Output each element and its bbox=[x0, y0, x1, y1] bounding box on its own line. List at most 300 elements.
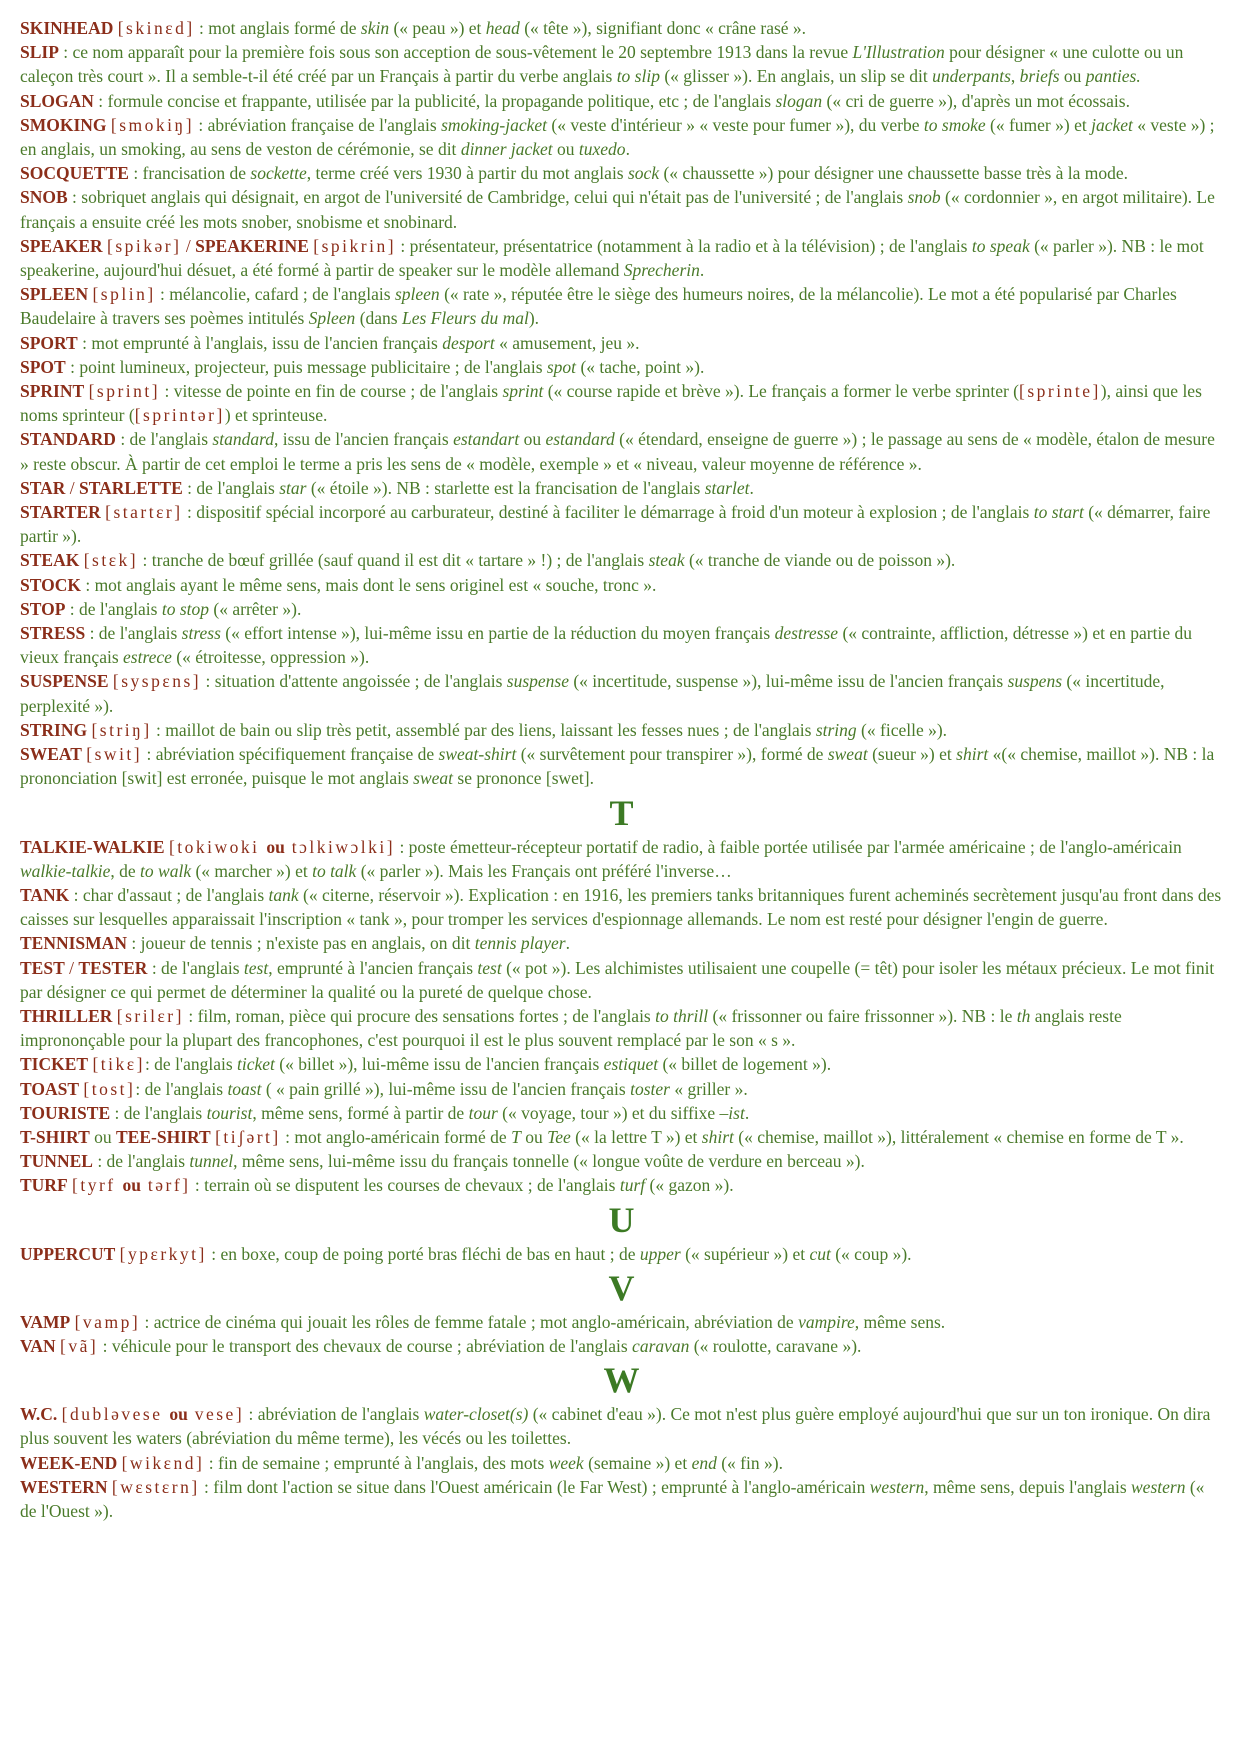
definition-text: , de bbox=[110, 860, 141, 881]
definition-text: « veste ») ; en anglais, un smoking, au sens de veston de cérémonie, se dit bbox=[20, 114, 1215, 160]
definition-text: (« arrêter »). bbox=[209, 598, 302, 619]
phonetic: vese] bbox=[187, 1404, 245, 1425]
section-letter-heading: T bbox=[609, 792, 634, 833]
phonetic-or: ou bbox=[122, 1175, 141, 1196]
glossary-entry bbox=[20, 597, 1223, 621]
headword: TOAST bbox=[20, 1078, 80, 1099]
definition-text: (« cordonnier », en argot militaire). Le français a ensuite créé les mots snober, snobisme et snobinard. bbox=[20, 187, 1215, 232]
glossary-entry bbox=[20, 931, 1223, 955]
definition-text: (« étroitesse, oppression »). bbox=[171, 647, 370, 668]
definition-text: : point lumineux, projecteur, puis message publicitaire ; de l'anglais bbox=[65, 356, 547, 377]
glossary-entry bbox=[20, 476, 1223, 500]
definition-text: , même sens, formé à partir de bbox=[252, 1102, 469, 1123]
glossary-entry bbox=[20, 379, 1223, 427]
phonetic: [tikɛ] bbox=[92, 1054, 145, 1075]
phonetic: [tost] bbox=[83, 1078, 136, 1099]
glossary-entry bbox=[20, 1334, 1223, 1358]
definition-text: (sueur ») et bbox=[867, 744, 957, 765]
italic-term: vampire bbox=[798, 1311, 855, 1332]
phonetic: [sprinte] bbox=[1019, 381, 1101, 402]
headword: SNOB bbox=[20, 187, 68, 208]
definition-text: ou bbox=[552, 139, 579, 160]
definition-text: « amusement, jeu ». bbox=[494, 332, 640, 353]
glossary-entry bbox=[20, 883, 1223, 931]
italic-term: estandard bbox=[545, 429, 615, 450]
glossary-entry bbox=[20, 1125, 1223, 1149]
italic-term: upper bbox=[639, 1243, 681, 1264]
headword: VAMP bbox=[20, 1311, 71, 1332]
phonetic: [sprint] bbox=[88, 381, 161, 402]
italic-term: week bbox=[548, 1452, 584, 1473]
italic-term: test bbox=[477, 957, 502, 978]
phonetic-or: ou bbox=[266, 836, 285, 857]
phonetic: [tyrf bbox=[72, 1175, 123, 1196]
italic-term: dinner jacket bbox=[460, 139, 553, 160]
definition-text: : maillot de bain ou slip très petit, assemblé par des liens, laissant les fesses nues ; de l'anglais bbox=[151, 719, 816, 740]
definition-text: : sobriquet anglais qui désignait, en argot de l'université de Cambridge, celui qui n'était pas de l'université ; de l'anglais bbox=[67, 187, 908, 208]
separator: / bbox=[181, 235, 196, 256]
headword: STARTER bbox=[20, 502, 101, 523]
phonetic: [skinɛd] bbox=[117, 18, 195, 38]
headword: SPRINT bbox=[20, 381, 85, 402]
italic-term: L'Illustration bbox=[852, 42, 945, 63]
phonetic: [srilɛr] bbox=[116, 1005, 184, 1026]
section-letter-heading: U bbox=[608, 1199, 635, 1240]
definition-text: : mot anglais formé de bbox=[194, 18, 361, 38]
glossary-entry bbox=[20, 1310, 1223, 1334]
definition-text: (« tranche de viande ou de poisson »). bbox=[684, 550, 956, 571]
definition-text: : terrain où se disputent les courses de chevaux ; de l'anglais bbox=[190, 1175, 620, 1196]
phonetic: [sprintər] bbox=[134, 405, 225, 426]
definition-text: : véhicule pour le transport des chevaux de course ; abréviation de l'anglais bbox=[98, 1335, 633, 1356]
italic-term: to smoke bbox=[923, 114, 986, 135]
phonetic: tərf] bbox=[140, 1175, 191, 1196]
glossary-entry bbox=[20, 835, 1223, 883]
headword: STARLETTE bbox=[79, 477, 183, 498]
phonetic: [vã] bbox=[60, 1335, 99, 1356]
definition-text: (« cri de guerre »), d'après un mot écossais. bbox=[822, 90, 1130, 111]
definition-text: (« survêtement pour transpirer »), formé de bbox=[516, 744, 828, 765]
definition-text: : abréviation spécifiquement française de bbox=[142, 744, 439, 765]
definition-text: : char d'assaut ; de l'anglais bbox=[69, 884, 269, 905]
italic-term: toast bbox=[227, 1078, 262, 1099]
italic-term: suspens bbox=[1007, 671, 1063, 692]
definition-text: (« glisser »). En anglais, un slip se dit bbox=[659, 66, 933, 87]
headword: TOURISTE bbox=[20, 1102, 111, 1123]
italic-term: spot bbox=[546, 356, 577, 377]
definition-text: , même sens, depuis l'anglais bbox=[924, 1476, 1131, 1497]
definition-text: : de l'anglais bbox=[92, 1151, 190, 1172]
italic-term: Spleen bbox=[308, 308, 356, 329]
italic-term: tuxedo bbox=[578, 139, 626, 160]
italic-term: string bbox=[815, 719, 857, 740]
italic-term: shirt bbox=[956, 744, 989, 765]
definition-text: (« coup »). bbox=[830, 1243, 912, 1264]
glossary-entry bbox=[20, 1101, 1223, 1125]
definition-text: : formule concise et frappante, utilisée par la publicité, la propagande politique, etc ; de l'anglais bbox=[93, 90, 776, 111]
headword: SWEAT bbox=[20, 744, 82, 765]
definition-text: . bbox=[625, 139, 630, 160]
definition-text: . bbox=[699, 260, 705, 281]
definition-text: (« supérieur ») et bbox=[680, 1243, 810, 1264]
definition-text: (« rate », réputée être le siège des humeurs noires, de la mélancolie). Le mot a été popularisé par Charles Baudelaire à travers ses poèmes intitulés bbox=[20, 284, 1177, 329]
definition-text: ) et sprinteuse. bbox=[224, 405, 328, 426]
headword: TALKIE-WALKIE bbox=[20, 836, 165, 857]
italic-term: end bbox=[691, 1452, 717, 1473]
italic-term: th bbox=[1016, 1005, 1031, 1026]
glossary-entry bbox=[20, 113, 1223, 161]
definition-text: (« voyage, tour ») et du siffixe bbox=[497, 1102, 720, 1123]
definition-text: , emprunté à l'ancien français bbox=[268, 957, 478, 978]
definition-text: : de l'anglais bbox=[65, 598, 162, 619]
italic-term: starlet bbox=[704, 477, 750, 498]
phonetic-or: ou bbox=[169, 1404, 188, 1425]
headword: STEAK bbox=[20, 550, 80, 571]
definition-text: ). bbox=[528, 308, 540, 329]
italic-term: turf bbox=[619, 1175, 646, 1196]
italic-term: to speak bbox=[971, 235, 1030, 256]
italic-term: to stop bbox=[161, 598, 210, 619]
glossary-entry bbox=[20, 1077, 1223, 1101]
definition-text: : de l'anglais bbox=[147, 957, 244, 978]
definition-text: (« effort intense »), lui-même issu en partie de la réduction du moyen français bbox=[220, 623, 775, 644]
italic-term: to start bbox=[1033, 502, 1084, 523]
italic-term: sweat bbox=[827, 744, 868, 765]
italic-term: panties. bbox=[1085, 66, 1141, 87]
definition-text: (« pot »). Les alchimistes utilisaient une coupelle (= têt) pour isoler les métaux précieux. Le mot finit par désigner ce qui permet de déterminer la qualité ou la pureté de quelque chose. bbox=[20, 957, 1215, 1002]
italic-term: slogan bbox=[775, 90, 823, 111]
definition-text: . bbox=[565, 933, 570, 954]
definition-text: : mélancolie, cafard ; de l'anglais bbox=[155, 284, 395, 305]
definition-text: : abréviation de l'anglais bbox=[244, 1404, 424, 1425]
phonetic: [spikər] bbox=[107, 235, 182, 256]
phonetic: [smokiŋ] bbox=[110, 114, 195, 135]
definition-text: : poste émetteur-récepteur portatif de radio, à faible portée utilisée par l'armée américaine ; de l'anglo-américain bbox=[395, 836, 1182, 857]
italic-term: caravan bbox=[632, 1335, 690, 1356]
definition-text: , terme créé vers 1930 à partir du mot anglais bbox=[306, 163, 628, 184]
italic-term: skin bbox=[360, 18, 390, 38]
headword: SPLEEN bbox=[20, 284, 89, 305]
italic-term: to walk bbox=[140, 860, 192, 881]
separator: / bbox=[64, 957, 79, 978]
glossary-entry bbox=[20, 573, 1223, 597]
phonetic: [dubləvese bbox=[61, 1404, 170, 1425]
headword: SKINHEAD bbox=[20, 18, 114, 38]
italic-term: tank bbox=[268, 884, 299, 905]
definition-text: (« tache, point »). bbox=[576, 356, 705, 377]
definition-text: , même sens. bbox=[854, 1311, 946, 1332]
definition-text: (« frissonner ou faire frissonner »). NB : le bbox=[708, 1005, 1017, 1026]
italic-term: Sprecherin bbox=[623, 260, 700, 281]
glossary-entry bbox=[20, 161, 1223, 185]
glossary-entry bbox=[20, 1149, 1223, 1173]
glossary-entry bbox=[20, 1004, 1223, 1052]
definition-text: : de l'anglais bbox=[110, 1102, 207, 1123]
italic-term: cut bbox=[809, 1243, 831, 1264]
definition-text: : situation d'attente angoissée ; de l'anglais bbox=[201, 671, 507, 692]
glossary-entry bbox=[20, 185, 1223, 233]
italic-term: tour bbox=[468, 1102, 498, 1123]
definition-text: « griller ». bbox=[669, 1078, 748, 1099]
headword: SPORT bbox=[20, 332, 78, 353]
italic-term: standard bbox=[212, 429, 274, 450]
definition-text: , bbox=[1010, 66, 1020, 87]
glossary-entry bbox=[20, 1052, 1223, 1076]
definition-text: ( « pain grillé »), lui-même issu de l'ancien français bbox=[261, 1078, 631, 1099]
headword: STAR bbox=[20, 477, 66, 498]
italic-term: Les Fleurs du mal bbox=[401, 308, 529, 329]
glossary-entry bbox=[20, 282, 1223, 330]
definition-text: : francisation de bbox=[128, 163, 251, 184]
definition-text: (« incertitude, suspense »), lui-même issu de l'ancien français bbox=[568, 671, 1008, 692]
definition-text: (« démarrer, faire partir »). bbox=[20, 502, 1211, 547]
headword: VAN bbox=[20, 1335, 56, 1356]
phonetic: [spikrin] bbox=[313, 235, 397, 256]
headword: TUNNEL bbox=[20, 1151, 93, 1172]
italic-term: sockette bbox=[250, 163, 307, 184]
definition-text: (« citerne, réservoir »). Explication : en 1916, les premiers tanks britanniques furent acheminés secrètement jusqu'au front dans des caisses sur lesquelles apparaissait l'inscription « tank », pour tromper les services d'espionnage allemands. Le nom est resté pour désigner l'engin de guerre. bbox=[20, 884, 1222, 930]
phonetic: [swit] bbox=[86, 744, 143, 765]
definition-text: «(« chemise, maillot »). NB : la prononciation [swit] est erronée, puisque le mot anglais bbox=[20, 744, 1215, 789]
definition-text: : de l'anglais bbox=[85, 623, 182, 644]
definition-text: : mot anglais ayant le même sens, mais dont le sens originel est « souche, tronc ». bbox=[80, 574, 657, 595]
glossary-entry bbox=[20, 234, 1223, 282]
italic-term: western bbox=[869, 1476, 925, 1497]
definition-text: (« billet de logement »). bbox=[658, 1054, 832, 1075]
italic-term: tourist bbox=[206, 1102, 253, 1123]
headword: TENNISMAN bbox=[20, 933, 127, 954]
glossary-entry bbox=[20, 956, 1223, 1004]
definition-text: pour désigner « une culotte ou un caleçon très court ». Il a semble-t-il été créé par un Français à partir du verbe anglais bbox=[20, 42, 1184, 87]
glossary-entry bbox=[20, 1451, 1223, 1475]
glossary-entry bbox=[20, 355, 1223, 379]
definition-text: : abréviation française de l'anglais bbox=[194, 114, 442, 135]
italic-term: briefs bbox=[1019, 66, 1060, 87]
definition-text: : mot emprunté à l'anglais, issu de l'ancien français bbox=[77, 332, 443, 353]
definition-text: (semaine ») et bbox=[583, 1452, 692, 1473]
phonetic: [syspɛns] bbox=[112, 671, 202, 692]
definition-text: (« ficelle »). bbox=[856, 719, 948, 740]
definition-text: ou bbox=[89, 1126, 116, 1147]
definition-text: : de l'anglais bbox=[144, 1054, 238, 1075]
definition-text: (« course rapide et brève »). Le français a former le verbe sprinter ( bbox=[543, 381, 1019, 402]
definition-text: (« la lettre T ») et bbox=[570, 1126, 702, 1147]
headword: TICKET bbox=[20, 1054, 89, 1075]
glossary-entry bbox=[20, 718, 1223, 742]
italic-term: spleen bbox=[394, 284, 440, 305]
definition-text: (« parler »). NB : le mot speakerine, aujourd'hui désuet, a été formé à partir de speaker sur le modèle allemand bbox=[20, 235, 1204, 281]
glossary-entry bbox=[20, 621, 1223, 669]
headword: SPEAKERINE bbox=[195, 235, 309, 256]
section-letter-heading: V bbox=[608, 1267, 635, 1308]
italic-term: stress bbox=[181, 623, 221, 644]
definition-text: (« étoile »). NB : starlette est la francisation de l'anglais bbox=[306, 477, 705, 498]
italic-term: tunnel bbox=[189, 1151, 234, 1172]
italic-term: shirt bbox=[701, 1126, 734, 1147]
headword: TURF bbox=[20, 1175, 68, 1196]
definition-text: , même sens, lui-même issu du français tonnelle (« longue voûte de verdure en berceau »). bbox=[233, 1151, 865, 1172]
definition-text: (« peau ») et bbox=[389, 18, 486, 38]
italic-term: head bbox=[485, 18, 520, 38]
definition-text: (« fumer ») et bbox=[985, 114, 1092, 135]
definition-text: (« roulotte, caravane »). bbox=[689, 1335, 862, 1356]
headword: SLOGAN bbox=[20, 90, 94, 111]
headword: WESTERN bbox=[20, 1476, 108, 1497]
phonetic: tɔlkiwɔlki] bbox=[284, 836, 396, 857]
separator: / bbox=[65, 477, 80, 498]
definition-text: : en boxe, coup de poing porté bras fléchi de bas en haut ; de bbox=[206, 1243, 640, 1264]
italic-term: to talk bbox=[312, 860, 357, 881]
definition-text: (« tête »), signifiant donc « crâne rasé ». bbox=[519, 18, 807, 38]
italic-term: smoking-jacket bbox=[441, 114, 548, 135]
definition-text: ou bbox=[1059, 66, 1086, 87]
glossary-entry bbox=[20, 331, 1223, 355]
italic-term: estiquet bbox=[603, 1054, 659, 1075]
definition-text: (« incertitude, perplexité »). bbox=[20, 671, 1165, 716]
phonetic: [wɛstɛrn] bbox=[111, 1476, 200, 1497]
definition-text: (« fin »). bbox=[716, 1452, 783, 1473]
italic-term: sock bbox=[628, 163, 660, 184]
phonetic: [wikɛnd] bbox=[121, 1452, 205, 1473]
definition-text: (« gazon »). bbox=[645, 1175, 734, 1196]
definition-text: : mot anglo-américain formé de bbox=[280, 1126, 512, 1147]
headword: TEE-SHIRT bbox=[116, 1126, 211, 1147]
definition-text: ou bbox=[520, 1126, 548, 1147]
definition-text: : actrice de cinéma qui jouait les rôles de femme fatale ; mot anglo-américain, abréviation de bbox=[140, 1311, 799, 1332]
glossary-entry bbox=[20, 89, 1223, 113]
italic-term: ticket bbox=[237, 1054, 275, 1075]
italic-term: –ist bbox=[719, 1102, 745, 1123]
glossary-entry bbox=[20, 40, 1223, 88]
definition-text: : film dont l'action se situe dans l'Ouest américain (le Far West) ; emprunté à l'anglo-américain bbox=[199, 1476, 870, 1497]
phonetic: [tokiwoki bbox=[168, 836, 267, 857]
italic-term: to thrill bbox=[655, 1005, 709, 1026]
glossary-entry bbox=[20, 669, 1223, 717]
headword: THRILLER bbox=[20, 1005, 113, 1026]
definition-text: (« veste d'intérieur » « veste pour fumer »), du verbe bbox=[547, 114, 924, 135]
italic-term: steak bbox=[648, 550, 685, 571]
definition-text: ), ainsi que les noms sprinteur ( bbox=[20, 381, 1202, 426]
definition-text: : vitesse de pointe en fin de course ; de l'anglais bbox=[160, 381, 503, 402]
glossary-entry bbox=[20, 427, 1223, 475]
definition-text: (« marcher ») et bbox=[191, 860, 313, 881]
italic-term: destresse bbox=[774, 623, 839, 644]
italic-term: sweat-shirt bbox=[438, 744, 517, 765]
definition-text: . bbox=[749, 477, 754, 498]
definition-text: : tranche de bœuf grillée (sauf quand il est dit « tartare » !) ; de l'anglais bbox=[138, 550, 649, 571]
definition-text: (« billet »), lui-même issu de l'ancien français bbox=[274, 1054, 604, 1075]
headword: T-SHIRT bbox=[20, 1126, 90, 1147]
italic-term: walkie-talkie bbox=[20, 860, 111, 881]
definition-text: : ce nom apparaît pour la première fois sous son acception de sous-vêtement le 20 septembre 1913 dans la revue bbox=[58, 42, 853, 63]
headword: SLIP bbox=[20, 42, 59, 63]
italic-term: star bbox=[279, 477, 307, 498]
italic-term: sweat bbox=[413, 768, 454, 789]
definition-text: (« chaussette ») pour désigner une chaussette basse très à la mode. bbox=[659, 163, 1129, 184]
definition-text: ou bbox=[519, 429, 546, 450]
headword: UPPERCUT bbox=[20, 1243, 116, 1264]
headword: TANK bbox=[20, 884, 70, 905]
italic-term: jacket bbox=[1091, 114, 1133, 135]
glossary-entry bbox=[20, 1173, 1223, 1197]
definition-text: (« étendard, enseigne de guerre ») ; le passage au sens de « modèle, étalon de mesure » reste obscur. À partir de cet emploi le terme a pris les sens de « modèle, exemple » et « niveau, valeur moyenne de référence ». bbox=[20, 429, 1215, 474]
glossary-entry bbox=[20, 16, 1223, 40]
headword: STRESS bbox=[20, 623, 86, 644]
italic-term: desport bbox=[442, 332, 495, 353]
italic-term: suspense bbox=[506, 671, 569, 692]
glossary-entry bbox=[20, 500, 1223, 548]
glossary-entry bbox=[20, 742, 1223, 790]
italic-term: toster bbox=[630, 1078, 670, 1099]
headword: SMOKING bbox=[20, 114, 107, 135]
headword: WEEK-END bbox=[20, 1452, 118, 1473]
headword: TESTER bbox=[78, 957, 148, 978]
italic-term: Tee bbox=[547, 1126, 571, 1147]
definition-text: : joueur de tennis ; n'existe pas en anglais, on dit bbox=[126, 933, 475, 954]
phonetic: [splin] bbox=[92, 284, 156, 305]
definition-text: se prononce [swet]. bbox=[453, 768, 594, 789]
italic-term: estandart bbox=[453, 429, 520, 450]
phonetic: [startɛr] bbox=[105, 502, 183, 523]
definition-text: : de l'anglais bbox=[115, 429, 213, 450]
definition-text: (« cabinet d'eau »). Ce mot n'est plus guère employé aujourd'hui que sur un ton ironique. On dira plus souvent les waters (abréviation du même terme), les vécés ou les toilettes. bbox=[20, 1404, 1211, 1449]
italic-term: T bbox=[511, 1126, 521, 1147]
definition-text: (dans bbox=[355, 308, 402, 329]
definition-text: anglais reste imprononçable pour la plupart des francophones, c'est pourquoi il est le plus souvent remplacé par le son « s ». bbox=[20, 1005, 1122, 1051]
definition-text: : de l'anglais bbox=[135, 1078, 228, 1099]
italic-term: western bbox=[1131, 1476, 1186, 1497]
definition-text: (« parler »). Mais les Français ont préféré l'inverse… bbox=[356, 860, 732, 881]
phonetic: [striŋ] bbox=[91, 719, 152, 740]
headword: STOP bbox=[20, 598, 66, 619]
definition-text: : fin de semaine ; emprunté à l'anglais, des mots bbox=[204, 1452, 549, 1473]
italic-term: test bbox=[243, 957, 269, 978]
headword: W.C. bbox=[20, 1404, 58, 1425]
italic-term: estrece bbox=[123, 647, 172, 668]
headword: SOCQUETTE bbox=[20, 163, 129, 184]
glossary-entry bbox=[20, 1402, 1223, 1450]
italic-term: water-closet(s) bbox=[423, 1404, 529, 1425]
definition-text: (« chemise, maillot »), littéralement « chemise en forme de T ». bbox=[733, 1126, 1184, 1147]
definition-text: (« contrainte, affliction, détresse ») et en partie du vieux français bbox=[20, 623, 1192, 668]
headword: SPEAKER bbox=[20, 235, 103, 256]
headword: STOCK bbox=[20, 574, 81, 595]
glossary-entry bbox=[20, 548, 1223, 572]
phonetic: [stɛk] bbox=[83, 550, 139, 571]
definition-text: (« de l'Ouest »). bbox=[20, 1476, 1205, 1521]
definition-text: : dispositif spécial incorporé au carburateur, destiné à faciliter le démarrage à froid d'un moteur à explosion ; de l'anglais bbox=[182, 502, 1034, 523]
definition-text: : présentateur, présentatrice (notamment à la radio et à la télévision) ; de l'anglais bbox=[396, 235, 972, 256]
definition-text: . bbox=[744, 1102, 750, 1123]
headword: SUSPENSE bbox=[20, 671, 109, 692]
italic-term: underpants bbox=[932, 66, 1011, 87]
phonetic: [vamp] bbox=[74, 1311, 141, 1332]
italic-term: to slip bbox=[616, 66, 660, 87]
phonetic: [ypɛrkyt] bbox=[119, 1243, 207, 1264]
headword: TEST bbox=[20, 957, 65, 978]
italic-term: tennis player bbox=[474, 933, 566, 954]
headword: SPOT bbox=[20, 356, 66, 377]
phonetic: [tiʃərt] bbox=[215, 1126, 281, 1147]
headword: STRING bbox=[20, 719, 88, 740]
italic-term: snob bbox=[907, 187, 941, 208]
italic-term: sprint bbox=[502, 381, 544, 402]
section-letter-heading: W bbox=[603, 1360, 640, 1401]
definition-text: : de l'anglais bbox=[182, 477, 280, 498]
glossary-entry bbox=[20, 1242, 1223, 1266]
definition-text: , issu de l'ancien français bbox=[274, 429, 454, 450]
glossary-entry bbox=[20, 1475, 1223, 1523]
